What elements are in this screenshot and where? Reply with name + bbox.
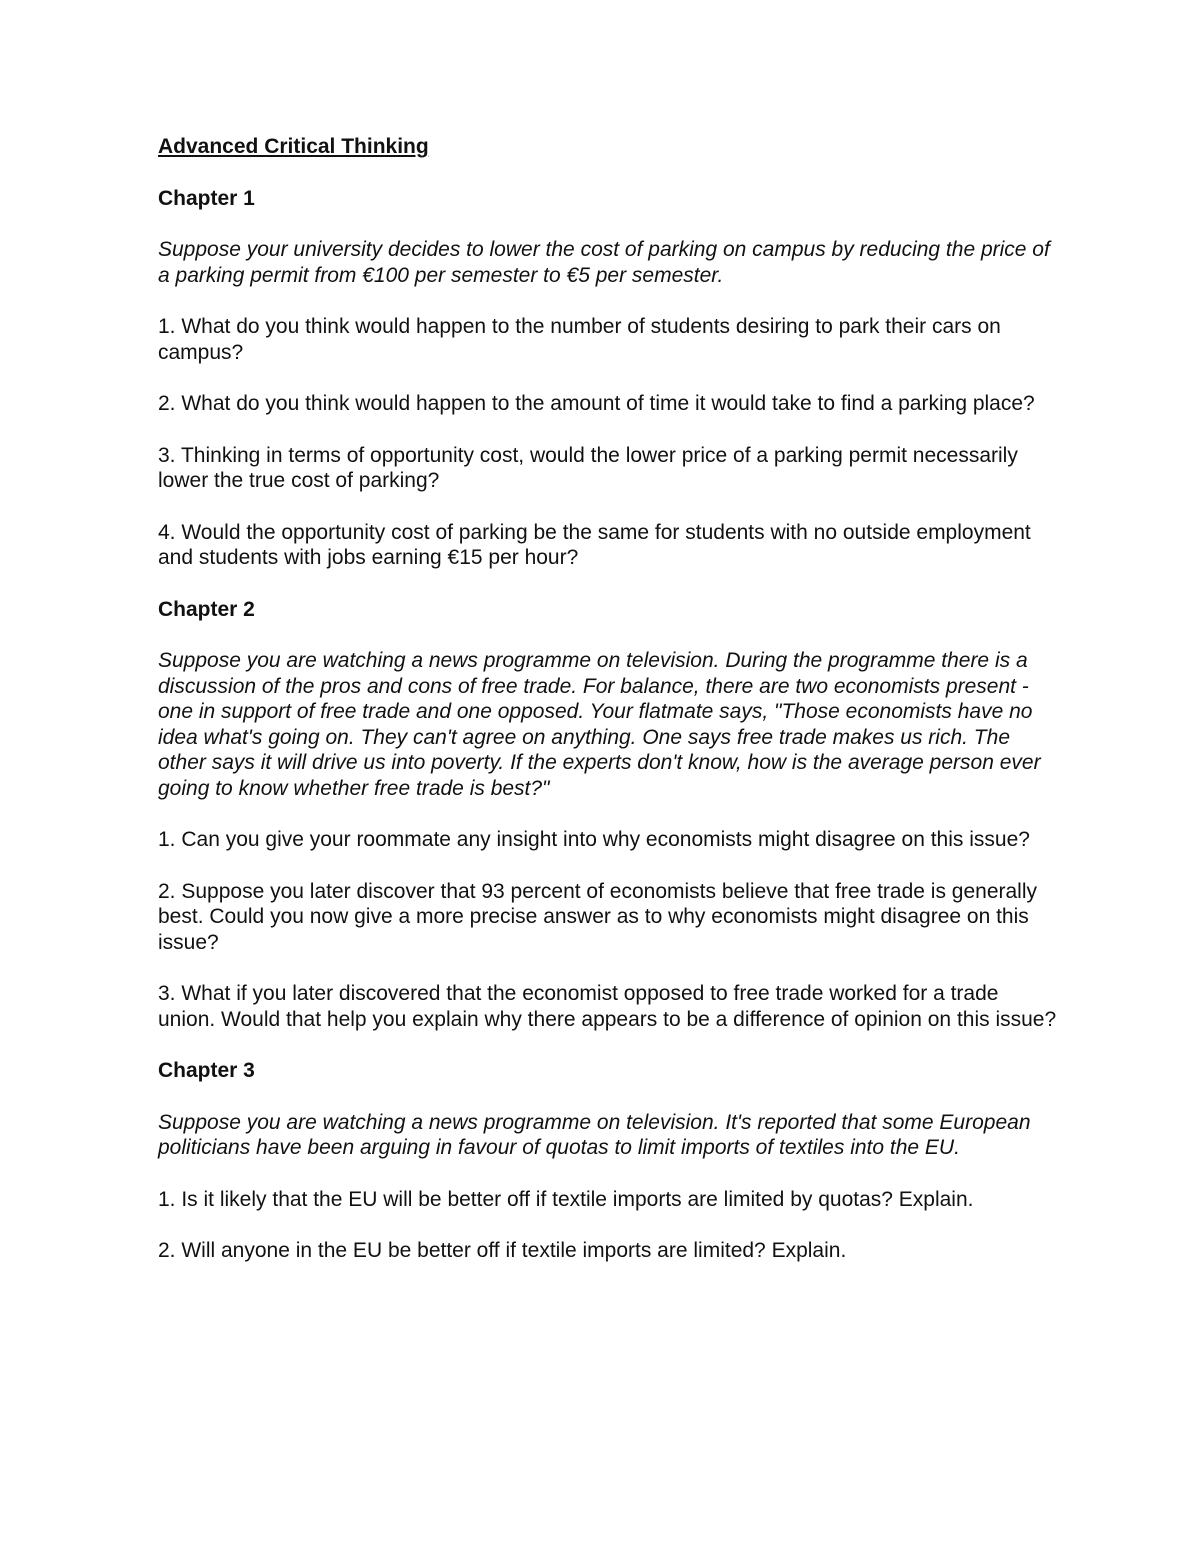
chapter-3 — [158, 1058, 1058, 1264]
chapter-scenario: Suppose you are watching a news programme on television. It's reported that some European politicians have been arguing in favour of quotas to limit imports of textiles into the EU. — [158, 1110, 1031, 1159]
chapter-scenario: Suppose you are watching a news programme on television. During the programme there is a discussion of the pros and cons of free trade. For balance, there are two economists present - one in support of free trade and one opposed. Your flatmate says, "Those economists have no idea what's going on. They can't agree on anything. One says free trade makes us rich. The other says it will drive us into poverty. If the experts don't know, how is the average person ever going to know whether free trade is best?" — [158, 649, 1041, 800]
question: 3. What if you later discovered that the economist opposed to free trade worked for a trade union. Would that help you explain why there appears to be a difference of opinion on this issue? — [158, 982, 1057, 1031]
chapter-2 — [158, 597, 1058, 1033]
document-title: Advanced Critical Thinking — [158, 135, 429, 158]
question: 2. Will anyone in the EU be better off if textile imports are limited? Explain. — [158, 1239, 847, 1262]
chapter-heading: Chapter 3 — [158, 1059, 255, 1082]
chapter-scenario: Suppose your university decides to lower the cost of parking on campus by reducing the price of a parking permit from €100 per semester to €5 per semester. — [158, 238, 1050, 287]
question: 2. What do you think would happen to the amount of time it would take to find a parking place? — [158, 392, 1035, 415]
question: 2. Suppose you later discover that 93 percent of economists believe that free trade is generally best. Could you now give a more precise answer as to why economists might disagree on this issue? — [158, 879, 1038, 954]
chapter-heading: Chapter 1 — [158, 186, 255, 210]
question: 3. Thinking in terms of opportunity cost, would the lower price of a parking permit necessarily lower the true cost of parking? — [158, 443, 1018, 492]
question: 1. Can you give your roommate any insight into why economists might disagree on this issue? — [158, 828, 1030, 851]
document-page — [158, 134, 1058, 1290]
chapter-1 — [158, 186, 1058, 571]
question: 1. Is it likely that the EU will be better off if textile imports are limited by quotas? Explain. — [158, 1187, 974, 1211]
question: 1. What do you think would happen to the number of students desiring to park their cars on campus? — [158, 315, 1001, 364]
chapter-heading: Chapter 2 — [158, 597, 255, 621]
question: 4. Would the opportunity cost of parking be the same for students with no outside employment and students with jobs earning €15 per hour? — [158, 520, 1031, 569]
